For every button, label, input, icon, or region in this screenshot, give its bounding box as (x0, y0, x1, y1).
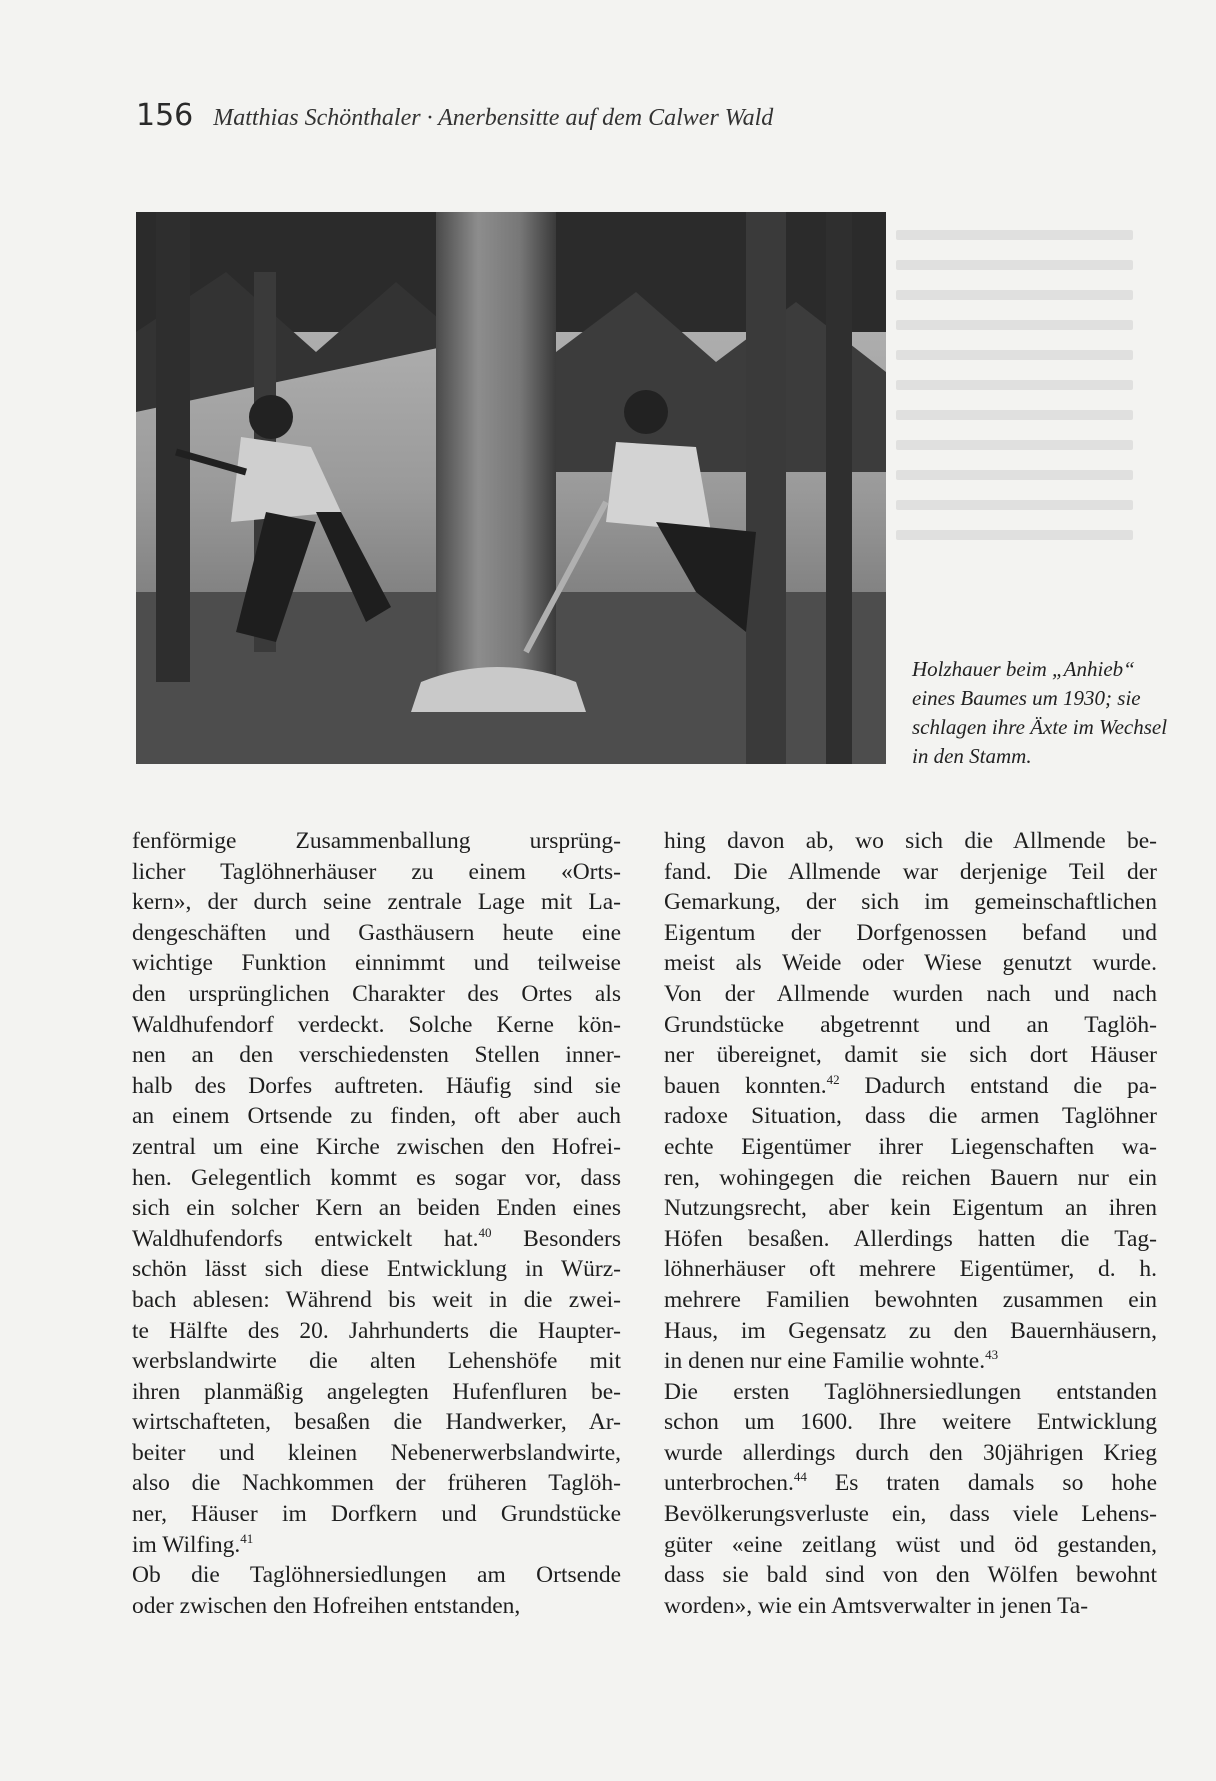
footnote-ref: 44 (793, 1469, 807, 1485)
text-line (664, 1254, 1157, 1285)
text-line (132, 1193, 621, 1224)
text-run: Grundstücke abgetrennt und an Taglöh- (664, 1011, 1157, 1038)
text-line (664, 979, 1157, 1010)
text-line (132, 1346, 621, 1377)
text-line (132, 1316, 621, 1347)
text-run: den ursprünglichen Charakter des Ortes als (132, 980, 621, 1007)
text-line (132, 1560, 621, 1591)
text-run: unterbrochen. (664, 1470, 794, 1497)
text-line (132, 1377, 621, 1408)
body-column-right (664, 826, 1157, 1621)
text-line (664, 1285, 1157, 1316)
text-run: kern», der durch seine zentrale Lage mit La- (132, 889, 621, 916)
text-line (664, 887, 1157, 918)
text-run: schön lässt sich diese Entwicklung in Würz- (132, 1256, 621, 1283)
text-run: ner, Häuser im Dorfkern und Grundstücke (132, 1501, 621, 1528)
ghost-line (896, 500, 1133, 510)
text-line (132, 918, 621, 949)
text-line (664, 1377, 1157, 1408)
text-run: löhnerhäuser oft mehrere Eigentümer, d. h. (664, 1256, 1157, 1283)
text-line (132, 1132, 621, 1163)
text-run: dass sie bald sind von den Wölfen bewohnt (664, 1562, 1157, 1589)
text-line (664, 1468, 1157, 1499)
caption-line: in den Stamm. (912, 744, 1032, 768)
text-run: Bevölkerungsverluste ein, dass viele Lehens- (664, 1501, 1157, 1528)
text-run: Waldhufendorf verdeckt. Solche Kerne kön- (132, 1011, 621, 1038)
text-line (664, 1010, 1157, 1041)
text-line (664, 1530, 1157, 1561)
text-run: dengeschäften und Gasthäusern heute eine (132, 919, 621, 946)
text-line (664, 1499, 1157, 1530)
footnote-ref: 43 (985, 1347, 999, 1363)
text-run: Höfen besaßen. Allerdings hatten die Tag- (664, 1225, 1157, 1252)
ghost-line (896, 320, 1133, 330)
text-line (664, 948, 1157, 979)
text-line (664, 1163, 1157, 1194)
text-line (132, 857, 621, 888)
text-line (132, 948, 621, 979)
text-run: ihren planmäßig angelegten Hufenfluren be- (132, 1378, 621, 1405)
page-header (136, 98, 773, 133)
caption-line: schlagen ihre Äxte im Wechsel (912, 715, 1168, 739)
text-run: Ob die Taglöhnersiedlungen am Ortsende (132, 1562, 621, 1589)
text-line (132, 1224, 621, 1255)
text-run: mehrere Familien bewohnten zusammen ein (664, 1286, 1157, 1313)
ghost-line (896, 260, 1133, 270)
text-run: worden», wie ein Amtsverwalter in jenen Ta- (664, 1592, 1089, 1619)
text-line (664, 1407, 1157, 1438)
text-line (132, 1010, 621, 1041)
ghost-line (896, 470, 1133, 480)
text-line (664, 918, 1157, 949)
text-run: Eigentum der Dorfgenossen befand und (664, 919, 1157, 946)
text-line (664, 1132, 1157, 1163)
text-run: schon um 1600. Ihre weitere Entwicklung (664, 1409, 1157, 1436)
running-head: Matthias Schönthaler · Anerbensitte auf dem Calwer Wald (213, 105, 774, 131)
text-run: wurde allerdings durch den 30jährigen Krieg (664, 1439, 1157, 1466)
text-run: bach ablesen: Während bis weit in die zwei- (132, 1286, 621, 1313)
caption-line: eines Baumes um 1930; sie (912, 686, 1141, 710)
text-line (664, 1560, 1157, 1591)
text-run: also die Nachkommen der früheren Taglöh- (132, 1470, 621, 1497)
figure-caption (912, 655, 1172, 771)
text-line (664, 1071, 1157, 1102)
text-run: Von der Allmende wurden nach und nach (664, 980, 1157, 1007)
text-run: in denen nur eine Familie wohnte. (664, 1348, 986, 1375)
text-run: zentral um eine Kirche zwischen den Hofrei- (132, 1133, 621, 1160)
text-line (132, 887, 621, 918)
body-column-left (132, 826, 621, 1621)
ghost-line (896, 350, 1133, 360)
footnote-ref: 40 (478, 1224, 492, 1240)
text-run: halb des Dorfes auftreten. Häufig sind sie (132, 1072, 621, 1099)
ghost-line (896, 530, 1133, 540)
ghost-line (896, 410, 1133, 420)
ghost-line (896, 380, 1133, 390)
text-run: ren, wohingegen die reichen Bauern nur ein (664, 1164, 1157, 1191)
text-run: bauen konnten. (664, 1072, 827, 1099)
text-run: beiter und kleinen Nebenerwerbslandwirte, (132, 1439, 621, 1466)
text-run: wichtige Funktion einnimmt und teilweise (132, 950, 621, 977)
text-run: an einem Ortsende zu finden, oft aber auch (132, 1103, 621, 1130)
text-run: Nutzungsrecht, aber kein Eigentum an ihren (664, 1195, 1157, 1222)
text-line (664, 1193, 1157, 1224)
text-run: oder zwischen den Hofreihen entstanden, (132, 1592, 521, 1619)
ghost-line (896, 440, 1133, 450)
text-line (132, 1285, 621, 1316)
text-run: nen an den verschiedensten Stellen inner- (132, 1042, 621, 1069)
text-line (132, 1101, 621, 1132)
caption-line: Holzhauer beim „Anhieb“ (912, 657, 1135, 681)
page-number: 156 (136, 98, 194, 133)
text-run: fenförmige Zusammenballung ursprüng- (132, 828, 621, 854)
text-line (664, 857, 1157, 888)
woodcutters-photo (136, 212, 886, 764)
text-line (664, 826, 1157, 857)
text-line (132, 1163, 621, 1194)
ghost-line (896, 290, 1133, 300)
text-line (664, 1224, 1157, 1255)
text-line (664, 1591, 1157, 1622)
text-run: Dadurch entstand die pa- (839, 1072, 1158, 1099)
text-run: meist als Weide oder Wiese genutzt wurde. (664, 950, 1157, 977)
text-run: hing davon ab, wo sich die Allmende be- (664, 828, 1157, 854)
text-run: fand. Die Allmende war derjenige Teil der (664, 858, 1157, 885)
ghost-line (896, 230, 1133, 240)
text-run: hen. Gelegentlich kommt es sogar vor, dass (132, 1164, 621, 1191)
text-run: wirtschafteten, besaßen die Handwerker, Ar- (132, 1409, 621, 1436)
text-run: te Hälfte des 20. Jahrhunderts die Haupter- (132, 1317, 621, 1344)
text-run: radoxe Situation, dass die armen Taglöhner (664, 1103, 1157, 1130)
text-line (132, 826, 621, 857)
text-line (132, 979, 621, 1010)
text-run: licher Taglöhnerhäuser zu einem «Orts- (132, 858, 621, 885)
text-line (664, 1316, 1157, 1347)
text-run: Die ersten Taglöhnersiedlungen entstanden (664, 1378, 1157, 1405)
text-line (664, 1438, 1157, 1469)
text-run: Gemarkung, der sich im gemeinschaftlichen (664, 889, 1157, 916)
text-line (132, 1438, 621, 1469)
text-run: Es traten damals so hohe (806, 1470, 1157, 1497)
text-line (132, 1071, 621, 1102)
text-run: ner übereignet, damit sie sich dort Häuser (664, 1042, 1157, 1069)
text-line (132, 1591, 621, 1622)
text-line (132, 1407, 621, 1438)
text-run: güter «eine zeitlang wüst und öd gestanden, (664, 1531, 1157, 1558)
text-line (664, 1346, 1157, 1377)
text-run: Haus, im Gegensatz zu den Bauernhäusern, (664, 1317, 1157, 1344)
text-run: echte Eigentümer ihrer Liegenschaften wa- (664, 1133, 1157, 1160)
footnote-ref: 42 (826, 1071, 840, 1087)
bleed-through-text (888, 212, 1163, 642)
footnote-ref: 41 (240, 1530, 254, 1546)
text-run: werbslandwirte die alten Lehenshöfe mit (132, 1348, 621, 1375)
text-line (664, 1101, 1157, 1132)
text-run: Waldhufendorfs entwickelt hat. (132, 1225, 479, 1252)
text-line (132, 1254, 621, 1285)
text-run: Besonders (491, 1225, 621, 1252)
text-line (132, 1499, 621, 1530)
text-line (132, 1468, 621, 1499)
text-line (132, 1040, 621, 1071)
figure-photo (136, 212, 886, 764)
text-line (664, 1040, 1157, 1071)
text-run: im Wilfing. (132, 1531, 241, 1558)
text-line (132, 1530, 621, 1561)
text-run: sich ein solcher Kern an beiden Enden eines (132, 1195, 621, 1222)
